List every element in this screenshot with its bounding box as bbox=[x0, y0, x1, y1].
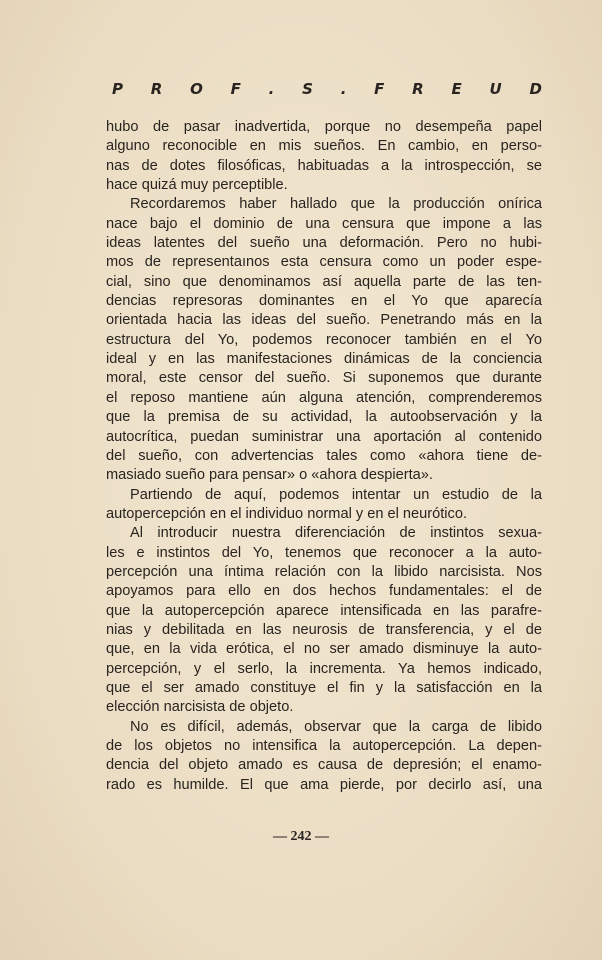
header-letter: . bbox=[268, 80, 275, 98]
header-letter: S bbox=[302, 80, 313, 98]
text-line: que, en la vida erótica, el no ser amado disminuye la auto- bbox=[106, 641, 542, 658]
text-line: nas de dotes filosóficas, habituadas a la introspección, se bbox=[106, 157, 542, 174]
header-letter: R bbox=[412, 80, 424, 98]
text-line: nace bajo el dominio de una censura que impone a las bbox=[106, 215, 542, 232]
text-line: dencia del objeto amado es causa de depresión; el enamo- bbox=[106, 757, 542, 774]
header-letter: D bbox=[529, 80, 542, 98]
text-line: estructura del Yo, podemos reconocer también en el Yo bbox=[106, 331, 542, 348]
text-line: dencias represoras dominantes en el Yo que aparecía bbox=[106, 293, 542, 310]
header-letter: U bbox=[489, 80, 502, 98]
text-line: ideal y en las manifestaciones dinámicas de la conciencia bbox=[106, 351, 542, 368]
header-letter: P bbox=[112, 80, 123, 98]
header-letter: O bbox=[190, 80, 203, 98]
text-line: Al introducir nuestra diferenciación de instintos sexua- bbox=[130, 525, 542, 542]
text-line: de los objetos no intensifica la autopercepción. La depen- bbox=[106, 738, 542, 754]
text-line: autocrítica, puedan suministrar una aportación al contenido bbox=[106, 428, 542, 445]
header-letter: R bbox=[150, 80, 163, 98]
text-line: percepción, y el serlo, la incrementa. Ya hemos indicado, bbox=[106, 660, 542, 677]
text-line: Recordaremos haber hallado que la producción onírica bbox=[130, 196, 542, 213]
text-line: nias y debilitada en las neurosis de transferencia, y el de bbox=[106, 621, 542, 638]
text-line: moral, este censor del sueño. Si suponemos que durante bbox=[106, 370, 542, 387]
text-line: les e instintos del Yo, tenemos que reconocer a la auto- bbox=[106, 544, 542, 561]
header-letter: F bbox=[230, 80, 241, 98]
text-line: percepción una íntima relación con la libido narcisista. Nos bbox=[106, 563, 542, 580]
text-line: cial, sino que denominamos así aquella parte de las ten- bbox=[106, 273, 542, 290]
text-line: que la autopercepción aparece intensificada en las parafre- bbox=[106, 602, 542, 619]
text-line: elección narcisista de objeto. bbox=[106, 699, 294, 716]
text-line: rado es humilde. El que ama pierde, por decirlo así, una bbox=[106, 776, 542, 793]
page-number: — 242 — bbox=[273, 829, 329, 844]
text-line: Partiendo de aquí, podemos intentar un estudio de la bbox=[130, 486, 542, 503]
text-line: autopercepción en el individuo normal y en el neurótico. bbox=[106, 505, 468, 522]
header-letter: . bbox=[340, 80, 347, 98]
text-line: que la premisa de su actividad, la autoobservación y la bbox=[106, 409, 542, 426]
text-line: No es difícil, además, observar que la carga de libido bbox=[130, 718, 542, 735]
text-line: apoyamos para ello en dos hechos fundamentales: el de bbox=[106, 583, 542, 600]
text-line: que el ser amado constituye el fin y la satisfacción en la bbox=[106, 679, 542, 696]
running-header bbox=[112, 80, 542, 98]
header-letter: F bbox=[374, 80, 385, 98]
text-line: orientada hacia las ideas del sueño. Penetrando más en la bbox=[106, 312, 542, 329]
text-line: el reposo mantiene aún alguna atención, comprenderemos bbox=[106, 389, 542, 406]
text-line: del sueño, con advertencias tales como «ahora tiene de- bbox=[106, 447, 542, 464]
body-text bbox=[106, 118, 542, 795]
text-line: ideas latentes del sueño una deformación. Pero no hubi- bbox=[106, 235, 542, 252]
text-line: hace quizá muy perceptible. bbox=[106, 177, 288, 194]
text-line: masiado sueño para pensar» o «ahora despierta». bbox=[106, 467, 433, 484]
header-letter: E bbox=[451, 80, 462, 98]
text-line: alguno reconocible en mis sueños. En cambio, en perso- bbox=[106, 138, 542, 155]
text-line: mos de representaınos esta censura como un poder espe- bbox=[106, 254, 542, 271]
text-line: hubo de pasar inadvertida, porque no desempeña papel bbox=[106, 119, 542, 135]
